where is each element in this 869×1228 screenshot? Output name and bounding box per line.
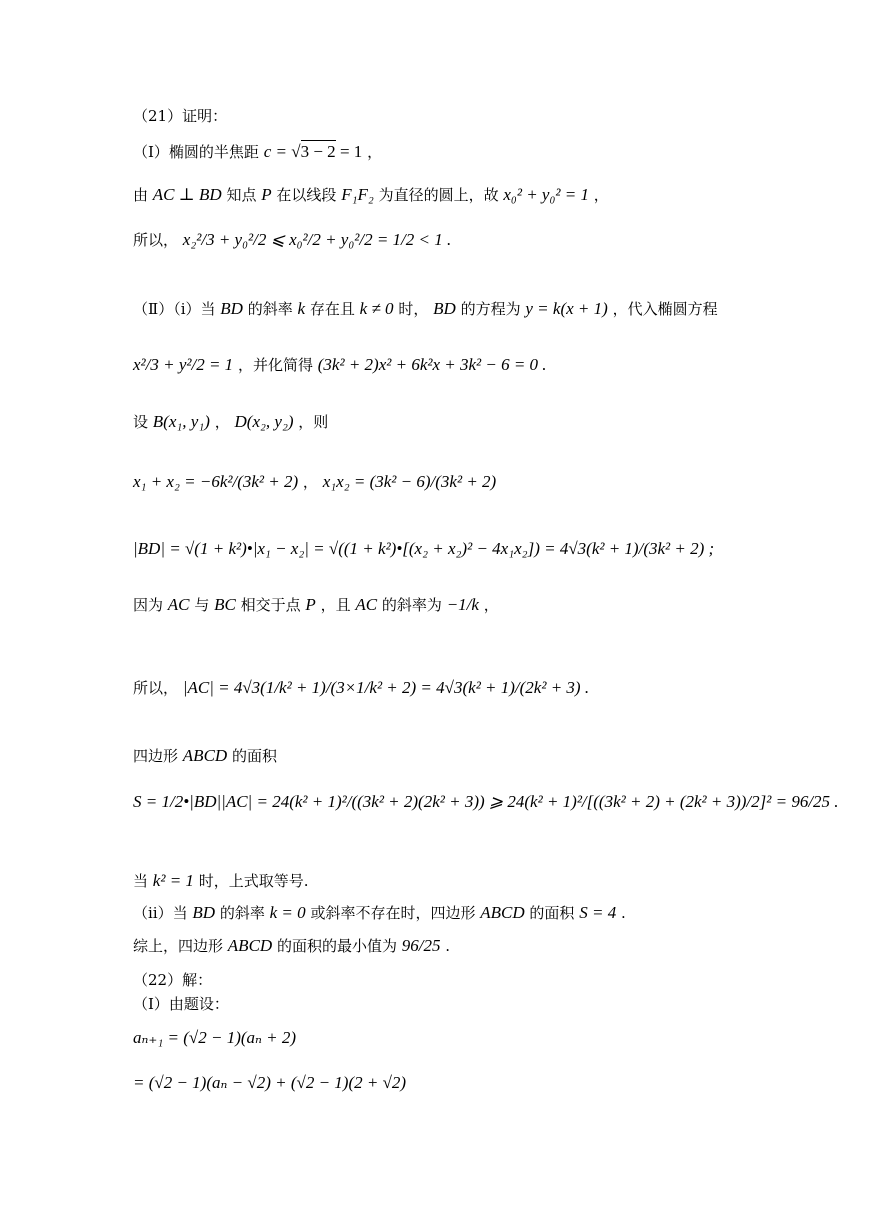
math-slope: −1/k — [446, 595, 479, 614]
line-15 — [133, 936, 450, 956]
text: ， — [483, 596, 499, 614]
math-bd: BD — [220, 299, 243, 318]
problem-22-line-2 — [133, 1073, 406, 1093]
math-inequality: x₂²/3 + y₀²/2 ⩽ x₀²/2 + y₀²/2 = 1/2 < 1 . — [182, 230, 452, 249]
math-area: S = 1/2•|BD||AC| = 24(k² + 1)²/((3k² + 2)(2k² + 3)) ⩾ 24(k² + 1)²/[((3k² + 2) + (2k² + 3))/2]² = 96/25 . — [133, 792, 839, 811]
text: 的斜率为 — [381, 596, 442, 614]
line-8 — [133, 539, 714, 559]
math-bd: BD — [192, 903, 216, 922]
math-ac: AC — [167, 595, 190, 614]
part-1-prefix: （Ⅰ）椭圆的半焦距 — [133, 143, 259, 161]
text: （ⅱ）当 — [133, 904, 188, 922]
part-1-suffix: ， — [367, 143, 383, 161]
text: （Ⅱ）（ⅰ）当 — [133, 300, 216, 318]
text: 在以线段 — [276, 186, 337, 204]
text: 所以， — [133, 679, 179, 697]
math-ellipse: x²/3 + y²/2 = 1 — [133, 355, 234, 374]
line-10 — [133, 678, 589, 698]
text: ， — [593, 186, 609, 204]
text: 的面积的最小值为 — [276, 937, 397, 955]
problem-21-header: （21）证明： — [133, 107, 228, 125]
math-abcd: ABCD — [227, 936, 273, 955]
math-recurrence-expanded: = (√2 − 1)(aₙ − √2) + (√2 − 1)(2 + √2) — [133, 1073, 407, 1092]
text: 因为 — [133, 596, 164, 614]
text: 的面积 — [529, 904, 575, 922]
math-line-eq: y = k(x + 1) — [525, 299, 608, 318]
line-3 — [133, 230, 451, 250]
math-vieta-product: x₁x₂ = (3k² − 6)/(3k² + 2) — [322, 472, 497, 491]
text: ， — [302, 473, 318, 491]
math-bd: BD — [433, 299, 456, 318]
math-f1f2: F₁F₂ — [341, 185, 374, 204]
text: 综上，四边形 — [133, 937, 224, 955]
line-13 — [133, 871, 308, 891]
text: ，并化简得 — [237, 356, 313, 374]
math-ac-perp-bd: AC ⊥ BD — [152, 185, 222, 204]
text: 的方程为 — [460, 300, 521, 318]
text: ， — [214, 413, 230, 431]
text: 的斜率 — [247, 300, 293, 318]
text: 相交于点 — [240, 596, 301, 614]
math-ac-length: |AC| = 4√3(1/k² + 1)/(3×1/k² + 2) = 4√3(k² + 1)/(2k² + 3) . — [182, 678, 590, 697]
math-vieta-sum: x₁ + x₂ = −6k²/(3k² + 2) — [133, 472, 299, 491]
line-7 — [133, 472, 496, 492]
text: 知点 — [226, 186, 257, 204]
math-abcd: ABCD — [182, 746, 228, 765]
text: 的面积 — [231, 747, 277, 765]
part-1-math: c = √3 − 2 = 1 — [263, 142, 363, 161]
text: 为直径的圆上，故 — [378, 186, 499, 204]
math-p: P — [261, 185, 272, 204]
text: ，代入椭圆方程 — [612, 300, 718, 318]
math-k: k — [297, 299, 306, 318]
math-point-d: D(x₂, y₂) — [234, 412, 294, 431]
text: 所以， — [133, 231, 179, 249]
text: 由 — [133, 186, 149, 204]
line-14 — [133, 903, 626, 923]
text: . — [620, 904, 626, 922]
part-2-line — [133, 299, 718, 319]
math-circle: x₀² + y₀² = 1 — [503, 185, 589, 204]
line-12 — [133, 792, 839, 812]
problem-22-part-1: （Ⅰ）由题设： — [133, 995, 229, 1013]
text: ，且 — [320, 596, 351, 614]
math-p: P — [305, 595, 316, 614]
math-cond: k ≠ 0 — [359, 299, 394, 318]
line-2 — [133, 185, 609, 205]
text: 设 — [133, 413, 149, 431]
math-k-zero: k = 0 — [269, 903, 306, 922]
math-quadratic: (3k² + 2)x² + 6k²x + 3k² − 6 = 0 . — [317, 355, 547, 374]
text: . — [445, 937, 451, 955]
line-6 — [133, 412, 328, 432]
math-min-value: 96/25 — [401, 936, 441, 955]
problem-22-header: （22）解： — [133, 971, 213, 989]
math-ac: AC — [355, 595, 378, 614]
line-5 — [133, 355, 547, 375]
math-s: S = 4 — [579, 903, 617, 922]
text: 四边形 — [133, 747, 179, 765]
text: 时， — [398, 300, 429, 318]
math-bc: BC — [214, 595, 236, 614]
line-11 — [133, 746, 277, 766]
problem-22-line-1 — [133, 1028, 296, 1048]
text: 的斜率 — [219, 904, 265, 922]
text: 或斜率不存在时，四边形 — [310, 904, 476, 922]
text: ，则 — [298, 413, 329, 431]
math-bd-length: |BD| = √(1 + k²)•|x₁ − x₂| = √((1 + k²)•[(x₂ + x₂)² − 4x₁x₂]) = 4√3(k² + 1)/(3k² + 2) ; — [133, 539, 715, 558]
text: 时，上式取等号. — [198, 872, 309, 890]
text: 当 — [133, 872, 149, 890]
math-abcd: ABCD — [480, 903, 525, 922]
math-point-b: B(x₁, y₁) — [152, 412, 210, 431]
text: 与 — [194, 596, 210, 614]
text: 存在且 — [309, 300, 355, 318]
part-1-line — [133, 142, 382, 162]
math-recurrence: aₙ₊₁ = (√2 − 1)(aₙ + 2) — [133, 1028, 297, 1047]
math-k-squared: k² = 1 — [152, 871, 194, 890]
line-9 — [133, 595, 499, 615]
